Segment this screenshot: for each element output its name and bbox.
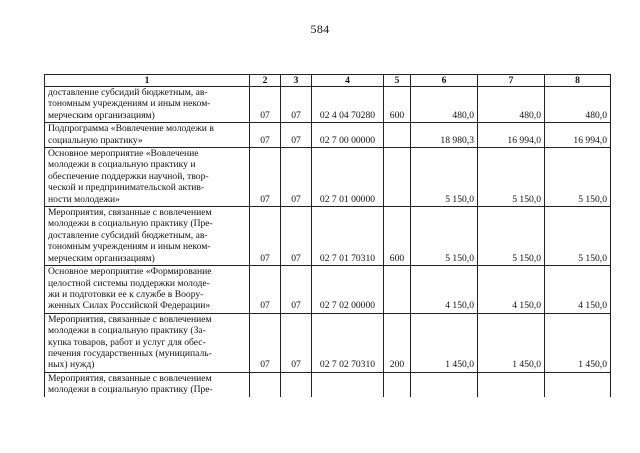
expense-type-code: 600: [384, 87, 411, 123]
amount-col-7: 4 150,0: [478, 266, 545, 314]
amount-col-8: 5 150,0: [545, 148, 611, 207]
target-article-code: 02 7 02 70310: [312, 313, 384, 372]
amount-col-7: 5 150,0: [478, 207, 545, 266]
row-name: [45, 313, 250, 372]
row-name-line: тономным учреждениям и иным неком-: [48, 241, 211, 253]
row-name-line: мерческим организациям): [48, 109, 155, 121]
table-row: [45, 266, 611, 314]
section-code: 07: [250, 266, 281, 314]
amount-col-8: 480,0: [545, 87, 611, 123]
row-name: [45, 123, 250, 148]
expense-type-code: [384, 372, 411, 396]
header-col-3: 3: [281, 75, 312, 87]
amount-col-6: 5 150,0: [411, 148, 478, 207]
table-row: [45, 313, 611, 372]
row-name-line: молодежи в социальную практику (Пре-: [48, 218, 213, 230]
amount-col-6: 480,0: [411, 87, 478, 123]
row-name-line: Мероприятия, связанные с вовлечением: [48, 313, 212, 325]
expense-type-code: 200: [384, 313, 411, 372]
row-name-line: жи и подготовки ее к службе в Воору-: [48, 288, 204, 300]
header-col-4: 4: [312, 75, 384, 87]
row-name-line: молодежи в социальную практику (Пре-: [48, 384, 213, 396]
row-name-line: Подпрограмма «Вовлечение молодежи в: [48, 123, 214, 135]
subsection-code: 07: [281, 313, 312, 372]
row-name-line: женных Силах Российской Федерации»: [48, 300, 211, 312]
amount-col-7: [478, 372, 545, 396]
row-name-line: тономным учреждениям и иным неком-: [48, 98, 211, 110]
row-name-line: Мероприятия, связанные с вовлечением: [48, 207, 212, 219]
target-article-code: 02 7 01 00000: [312, 148, 384, 207]
section-code: 07: [250, 148, 281, 207]
header-col-6: 6: [411, 75, 478, 87]
budget-table: [44, 74, 611, 397]
table-body: [45, 87, 611, 397]
row-name-line: ческой и предпринимательской актив-: [48, 182, 205, 194]
row-name: [45, 87, 250, 123]
header-row: [45, 75, 611, 87]
row-name-line: доставление субсидий бюджетным, ав-: [48, 87, 208, 98]
expense-type-code: 600: [384, 207, 411, 266]
row-name: [45, 372, 250, 396]
row-name-line: молодежи в социальную практику и: [48, 159, 196, 171]
subsection-code: [281, 372, 312, 396]
row-name-line: ных) нужд): [48, 359, 95, 371]
row-name-line: социальную практику»: [48, 134, 143, 146]
subsection-code: 07: [281, 87, 312, 123]
row-name-line: Мероприятия, связанные с вовлечением: [48, 372, 212, 384]
header-col-7: 7: [478, 75, 545, 87]
amount-col-6: [411, 372, 478, 396]
row-name-line: целостной системы поддержки молоде-: [48, 277, 210, 289]
expense-type-code: [384, 266, 411, 314]
amount-col-8: [545, 372, 611, 396]
row-name-line: обеспечение поддержки научной, твор-: [48, 170, 209, 182]
row-name-line: Основное мероприятие «Формирование: [48, 266, 212, 278]
section-code: 07: [250, 207, 281, 266]
row-name-line: печения государственных (муниципаль-: [48, 347, 212, 359]
row-name-line: Основное мероприятие «Вовлечение: [48, 148, 199, 160]
target-article-code: 02 7 02 00000: [312, 266, 384, 314]
target-article-code: 02 7 01 70310: [312, 207, 384, 266]
amount-col-7: 5 150,0: [478, 148, 545, 207]
row-name-line: мерческим организациям): [48, 252, 155, 264]
expense-type-code: [384, 123, 411, 148]
page-number: 584: [310, 22, 330, 36]
table-row: [45, 87, 611, 123]
target-article-code: [312, 372, 384, 396]
subsection-code: 07: [281, 207, 312, 266]
amount-col-8: 5 150,0: [545, 207, 611, 266]
expense-type-code: [384, 148, 411, 207]
row-name: [45, 148, 250, 207]
subsection-code: 07: [281, 123, 312, 148]
amount-col-7: 480,0: [478, 87, 545, 123]
amount-col-6: 4 150,0: [411, 266, 478, 314]
row-name: [45, 207, 250, 266]
table-row: [45, 372, 611, 396]
section-code: 07: [250, 123, 281, 148]
section-code: 07: [250, 313, 281, 372]
row-name: [45, 266, 250, 314]
section-code: 07: [250, 87, 281, 123]
row-name-line: ности молодежи»: [48, 193, 120, 205]
amount-col-6: 1 450,0: [411, 313, 478, 372]
subsection-code: 07: [281, 148, 312, 207]
table-row: [45, 207, 611, 266]
section-code: [250, 372, 281, 396]
amount-col-7: 1 450,0: [478, 313, 545, 372]
target-article-code: 02 4 04 70280: [312, 87, 384, 123]
header-col-1: 1: [45, 75, 250, 87]
amount-col-6: 18 980,3: [411, 123, 478, 148]
header-col-2: 2: [250, 75, 281, 87]
table-row: [45, 148, 611, 207]
row-name-line: доставление субсидий бюджетным, ав-: [48, 229, 208, 241]
target-article-code: 02 7 00 00000: [312, 123, 384, 148]
amount-col-8: 16 994,0: [545, 123, 611, 148]
amount-col-7: 16 994,0: [478, 123, 545, 148]
amount-col-6: 5 150,0: [411, 207, 478, 266]
table-row: [45, 123, 611, 148]
row-name-line: купка товаров, работ и услуг для обес-: [48, 336, 206, 348]
amount-col-8: 1 450,0: [545, 313, 611, 372]
subsection-code: 07: [281, 266, 312, 314]
row-name-line: молодежи в социальную практику (За-: [48, 325, 206, 337]
amount-col-8: 4 150,0: [545, 266, 611, 314]
header-col-5: 5: [384, 75, 411, 87]
header-col-8: 8: [545, 75, 611, 87]
